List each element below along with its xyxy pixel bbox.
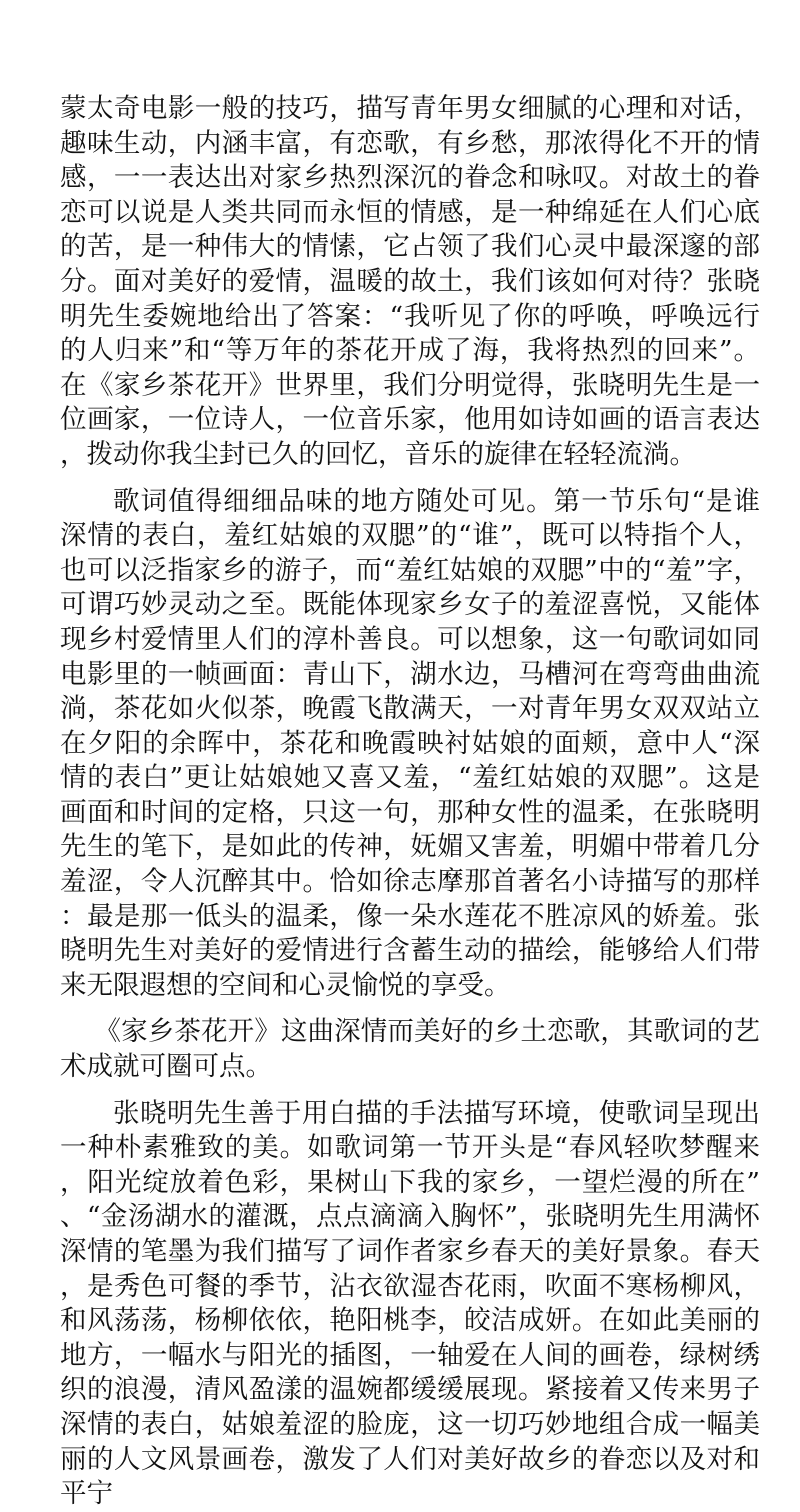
paragraph-2: 歌词值得细细品味的地方随处可见。第一节乐句“是谁深情的表白，羞红姑娘的双腮”的“谁”，既可以特指个人，也可以泛指家乡的游子，而“羞红姑娘的双腮”中的“羞”字，可谓巧妙灵动之至。既能体现家乡女子的羞涩喜悦，又能体现乡村爱情里人们的淳朴善良。可以想象，这一句歌词如同电影里的一帧画面：青山下，湖水边，马槽河在弯弯曲曲流淌，茶花如火似茶，晚霞飞散满天，一对青年男女双双站立在夕阳的余晖中，茶花和晚霞映衬姑娘的面颊，意中人“深情的表白”更让姑娘她又喜又羞，“羞红姑娘的双腮”。这是画面和时间的定格，只这一句，那种女性的温柔，在张晓明先生的笔下，是如此的传神，妩媚又害羞，明媚中带着几分羞涩，令人沉醉其中。恰如徐志摩那首著名小诗描写的那样：最是那一低头的温柔，像一朵水莲花不胜凉风的娇羞。张晓明先生对美好的爱情进行含蓄生动的描绘，能够给人们带来无限遐想的空间和心灵愉悦的享受。 [60, 485, 760, 1001]
paragraph-3: 《家乡茶花开》这曲深情而美好的乡土恋歌，其歌词的艺术成就可圈可点。 [60, 1016, 760, 1083]
paragraph-4: 张晓明先生善于用白描的手法描写环境，使歌词呈现出一种朴素雅致的美。如歌词第一节开头是“春风轻吹梦醒来，阳光绽放着色彩，果树山下我的家乡，一望烂漫的所在”、“金汤湖水的灌溉，点点滴滴入胸怀”，张晓明先生用满怀深情的笔墨为我们描写了词作者家乡春天的美好景象。春天，是秀色可餐的季节，沾衣欲湿杏花雨，吹面不寒杨柳风，和风荡荡，杨柳依依，艳阳桃李，皎洁成妍。在如此美丽的地方，一幅水与阳光的插图，一轴爱在人间的画卷，绿树绣织的浪漫，清风盈漾的温婉都缓缓展现。紧接着又传来男子深情的表白，姑娘羞涩的脸庞，这一切巧妙地组合成一幅美丽的人文风景画卷，激发了人们对美好故乡的眷恋以及对和平宁 [60, 1097, 760, 1510]
paragraph-1: 蒙太奇电影一般的技巧，描写青年男女细腻的心理和对话，趣味生动，内涵丰富，有恋歌，有乡愁，那浓得化不开的情感，一一表达出对家乡热烈深沉的眷念和咏叹。对故土的眷恋可以说是人类共同而永恒的情感，是一种绵延在人们心底的苦，是一种伟大的情愫，它占领了我们心灵中最深邃的部分。面对美好的爱情，温暖的故土，我们该如何对待？张晓明先生委婉地给出了答案：“我听见了你的呼唤，呼唤远行的人归来”和“等万年的茶花开成了海，我将热烈的回来”。在《家乡茶花开》世界里，我们分明觉得，张晓明先生是一位画家，一位诗人，一位音乐家，他用如诗如画的语言表达，拨动你我尘封已久的回忆，音乐的旋律在轻轻流淌。 [60, 93, 760, 470]
